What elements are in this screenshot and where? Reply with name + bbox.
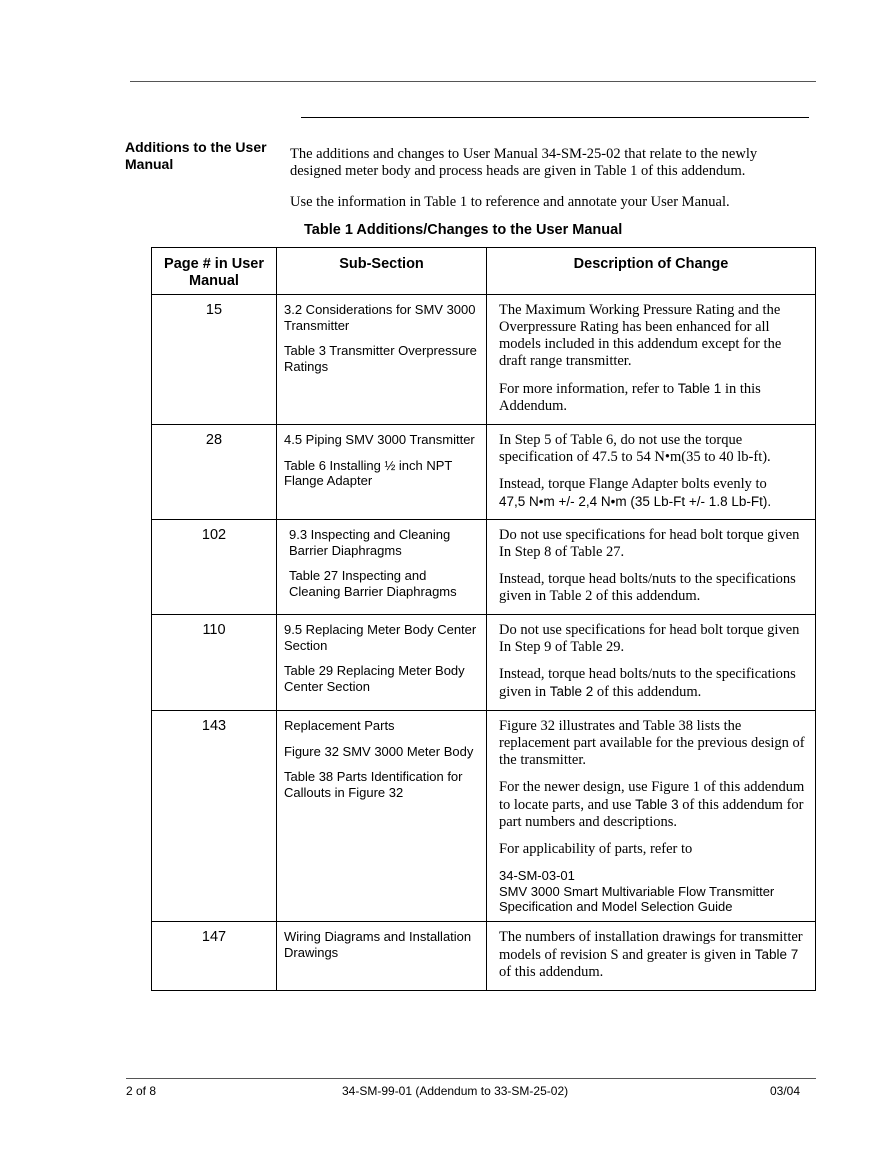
page-number: 102 bbox=[152, 520, 277, 615]
description-text: The Maximum Working Pressure Rating and the Overpressure Rating has been enhanced for all models included in this addendum except for the draft range transmitter. bbox=[499, 302, 782, 369]
column-header-page: Page # in User Manual bbox=[152, 248, 277, 295]
table-row bbox=[152, 425, 816, 520]
page-number: 28 bbox=[152, 425, 277, 520]
column-header-subsection: Sub-Section bbox=[277, 248, 487, 295]
page-number: 110 bbox=[152, 615, 277, 711]
bullet-symbol: • bbox=[664, 449, 670, 465]
subsection-cell bbox=[277, 520, 487, 615]
description-text: Do not use specifications for head bolt torque given In Step 8 of Table 27. bbox=[499, 527, 800, 560]
column-header-description: Description of Change bbox=[487, 248, 816, 295]
subsection-entry: Replacement Parts bbox=[284, 718, 395, 733]
footer-date: 03/04 bbox=[770, 1084, 801, 1098]
description-text: In Step 5 of Table 6, do not use the torque specification of 47.5 to 54 N•m(35 to 40 lb-ft). bbox=[499, 432, 771, 465]
description-text: Do not use specifications for head bolt torque given In Step 9 of Table 29. bbox=[499, 622, 800, 655]
subsection-entry: 4.5 Piping SMV 3000 Transmitter bbox=[284, 432, 475, 447]
table-row bbox=[152, 922, 816, 991]
bullet-symbol: • bbox=[610, 494, 616, 509]
subsection-entry: 3.2 Considerations for SMV 3000 Transmitter bbox=[284, 302, 476, 333]
subsection-cell bbox=[277, 425, 487, 520]
subsection-cell bbox=[277, 711, 487, 922]
page-number: 147 bbox=[152, 922, 277, 991]
description-text: Instead, torque head bolts/nuts to the specifications given in Table 2 of this addendum. bbox=[499, 666, 796, 700]
reference-title: SMV 3000 Smart Multivariable Flow Transmitter bbox=[499, 883, 775, 899]
table-caption: Table 1 Additions/Changes to the User Manual bbox=[304, 222, 623, 238]
description-text: Instead, torque Flange Adapter bolts evenly to bbox=[499, 476, 767, 492]
table-row bbox=[152, 295, 816, 425]
footer-document-id: 34-SM-99-01 (Addendum to 33-SM-25-02) bbox=[342, 1084, 569, 1098]
description-text: Figure 32 illustrates and Table 38 lists the replacement part available for the previous design of the transmitter. bbox=[499, 718, 805, 768]
header-rule bbox=[130, 81, 816, 82]
description-text: For the newer design, use Figure 1 of this addendum to locate parts, and use Table 3 of this addendum for part numbers and descriptions. bbox=[499, 779, 805, 830]
changes-table bbox=[151, 247, 816, 991]
description-text: The numbers of installation drawings for transmitter models of revision S and greater is given in Table 7 of this addendum. bbox=[499, 929, 803, 980]
description-cell bbox=[487, 425, 816, 520]
bullet-symbol: • bbox=[538, 494, 544, 509]
subsection-entry: Figure 32 SMV 3000 Meter Body bbox=[284, 743, 474, 759]
section-heading: Additions to the User Manual bbox=[125, 139, 267, 172]
table-row bbox=[152, 520, 816, 615]
subsection-cell bbox=[277, 295, 487, 425]
table-row bbox=[152, 711, 816, 922]
section-rule bbox=[301, 117, 809, 118]
table-row bbox=[152, 615, 816, 711]
subsection-entry: Table 3 Transmitter Overpressure Ratings bbox=[284, 343, 477, 374]
description-cell bbox=[487, 922, 816, 991]
subsection-entry: Table 38 Parts Identification for Callouts in Figure 32 bbox=[284, 769, 463, 800]
description-cell bbox=[487, 711, 816, 922]
description-text: For more information, refer to Table 1 in this Addendum. bbox=[499, 381, 761, 414]
subsection-entry: 9.5 Replacing Meter Body Center Section bbox=[284, 622, 477, 653]
description-cell bbox=[487, 520, 816, 615]
reference-number: 34-SM-03-01 bbox=[499, 868, 575, 883]
subsection-entry: Wiring Diagrams and Installation Drawings bbox=[284, 929, 472, 960]
description-cell bbox=[487, 615, 816, 711]
subsection-entry: Table 27 Inspecting and Cleaning Barrier Diaphragms bbox=[289, 568, 457, 599]
description-text: For applicability of parts, refer to bbox=[499, 841, 693, 857]
description-cell bbox=[487, 295, 816, 425]
subsection-entry: Table 29 Replacing Meter Body Center Section bbox=[284, 663, 465, 694]
table-header-row bbox=[152, 248, 816, 295]
subsection-cell bbox=[277, 615, 487, 711]
reference-title: Specification and Model Selection Guide bbox=[499, 899, 733, 914]
subsection-entry: 9.3 Inspecting and Cleaning Barrier Diaphragms bbox=[289, 527, 451, 558]
footer-rule bbox=[126, 1078, 816, 1079]
intro-instruction: Use the information in Table 1 to reference and annotate your User Manual. bbox=[290, 194, 730, 210]
description-text: Instead, torque head bolts/nuts to the specifications given in Table 2 of this addendum. bbox=[499, 571, 796, 604]
page-number: 15 bbox=[152, 295, 277, 425]
intro-paragraph: The additions and changes to User Manual 34-SM-25-02 that relate to the newly designed meter body and process heads are given in Table 1 of this addendum. bbox=[290, 146, 758, 179]
description-text: 47,5 N•m +/- 2,4 N•m (35 Lb-Ft +/- 1.8 Lb-Ft). bbox=[499, 494, 772, 509]
subsection-entry: Table 6 Installing ½ inch NPT Flange Adapter bbox=[284, 457, 453, 488]
subsection-cell bbox=[277, 922, 487, 991]
page-number: 143 bbox=[152, 711, 277, 922]
footer-page-number: 2 of 8 bbox=[126, 1084, 157, 1098]
reference-document bbox=[499, 868, 807, 915]
